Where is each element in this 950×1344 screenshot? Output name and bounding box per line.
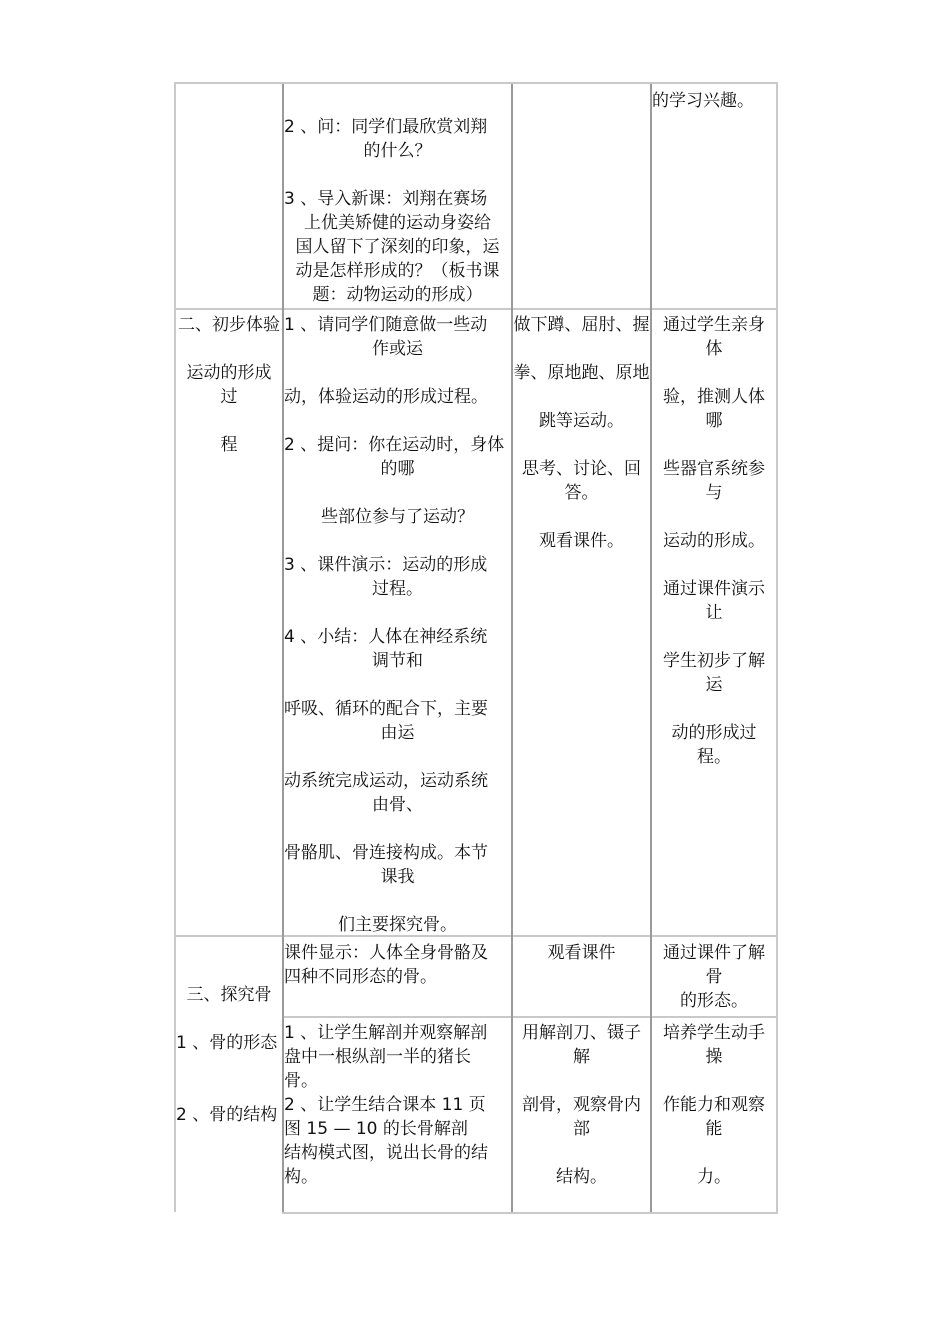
stage-title: 二、初步体验 (178, 315, 280, 335)
intro-line: 国人留下了深刻的印象，运 (295, 237, 500, 257)
activity-line: 1 、请同学们随意做一些动 (284, 315, 488, 335)
row1-activity-cell (284, 115, 511, 307)
purpose-line: 运动的形成。 (663, 531, 765, 551)
activity-line: 3 、课件演示：运动的形成 (284, 555, 488, 575)
student-line: 剖骨，观察骨内 (522, 1095, 641, 1115)
purpose-line: 通过课件演示 (663, 579, 765, 599)
stage-subitem: 2 、骨的结构 (176, 1105, 278, 1125)
activity-line: 由骨、 (372, 795, 423, 815)
purpose-line: 力。 (697, 1167, 731, 1187)
purpose-line: 通过学生亲身 (663, 315, 765, 335)
row3b-student-cell (513, 1021, 650, 1189)
activity-line: 课我 (380, 867, 415, 887)
student-line: 用解剖刀、镊子 (522, 1023, 641, 1043)
purpose-line: 体 (705, 339, 723, 359)
student-line: 观看课件 (547, 943, 616, 963)
purpose-text: 的学习兴趣。 (652, 91, 754, 111)
activity-line: 骨。 (284, 1071, 318, 1091)
table-bottom-border (282, 1212, 778, 1214)
student-line: 跳等运动。 (539, 411, 624, 431)
purpose-line: 骨 (705, 967, 723, 987)
row3b-activity-cell (284, 1021, 511, 1189)
activity-line: 构。 (284, 1167, 318, 1187)
purpose-line: 与 (705, 483, 723, 503)
intro-line: 上优美矫健的运动身姿给 (304, 213, 491, 233)
activity-line: 4 、小结：人体在神经系统 (284, 627, 488, 647)
purpose-line: 操 (705, 1047, 723, 1067)
row1-purpose-cell (652, 89, 776, 113)
activity-line: 结构模式图，说出长骨的结 (284, 1143, 488, 1163)
purpose-line: 程。 (697, 747, 731, 767)
purpose-line: 动的形成过 (671, 723, 757, 743)
student-line: 做下蹲、屈肘、握 (513, 315, 650, 335)
purpose-line: 的形态。 (680, 991, 748, 1011)
purpose-line: 作能力和观察 (663, 1095, 765, 1115)
intro-line: 3 、导入新课：刘翔在赛场 (284, 189, 488, 209)
row-divider-1 (174, 308, 778, 310)
row2-student-cell (513, 313, 650, 553)
activity-line: 四种不同形态的骨。 (284, 967, 437, 987)
student-line: 部 (573, 1119, 590, 1139)
student-line: 拳、原地跑、原地 (513, 363, 650, 383)
student-line: 观看课件。 (539, 531, 624, 551)
activity-line: 些部位参与了运动？ (321, 507, 474, 527)
activity-line: 调节和 (372, 651, 423, 671)
student-line: 解 (573, 1047, 590, 1067)
stage-title: 程 (220, 435, 238, 455)
row3a-purpose-cell (652, 941, 776, 1013)
intro-line: 题：动物运动的形成） (312, 285, 483, 305)
activity-line: 骨骼肌、骨连接构成。本节 (284, 843, 488, 863)
purpose-line: 验，推测人体 (663, 387, 765, 407)
question-2-line: 2 、问：同学们最欣赏刘翔 (284, 117, 488, 137)
activity-line: 1 、让学生解剖并观察解剖 (284, 1023, 488, 1043)
activity-line: 动系统完成运动，运动系统 (284, 771, 488, 791)
question-2-line: 的什么？ (363, 141, 432, 161)
row3a-activity-cell (284, 941, 511, 989)
activity-line: 2 、提问：你在运动时，身体 (284, 435, 505, 455)
stage-title: 三、探究骨 (186, 985, 272, 1005)
activity-line: 2 、让学生结合课本 11 页 (284, 1095, 486, 1115)
activity-line: 由运 (380, 723, 415, 743)
activity-line: 过程。 (372, 579, 423, 599)
row3a-student-cell (513, 941, 650, 965)
purpose-line: 能 (705, 1119, 723, 1139)
activity-line: 的哪 (380, 459, 415, 479)
activity-line: 盘中一根纵剖一半的猪长 (284, 1047, 471, 1067)
row3-stage-cell (176, 983, 282, 1127)
activity-line: 图 15 — 10 的长骨解剖 (284, 1119, 468, 1139)
activity-line: 呼吸、循环的配合下，主要 (284, 699, 488, 719)
stage-title: 过 (220, 387, 238, 407)
row2-activity-cell (284, 313, 511, 937)
purpose-line: 通过课件了解 (663, 943, 765, 963)
purpose-line: 哪 (705, 411, 723, 431)
row2-purpose-cell (652, 313, 776, 769)
stage-subitem: 1 、骨的形态 (176, 1033, 278, 1053)
purpose-line: 培养学生动手 (663, 1023, 765, 1043)
row3b-purpose-cell (652, 1021, 776, 1189)
student-line: 思考、讨论、回 (522, 459, 641, 479)
student-line: 结构。 (556, 1167, 607, 1187)
purpose-line: 运 (705, 675, 723, 695)
intro-line: 动是怎样形成的？（板书课 (295, 261, 500, 281)
activity-line: 们主要探究骨。 (338, 915, 457, 935)
stage-title: 运动的形成 (186, 363, 272, 383)
purpose-line: 让 (705, 603, 723, 623)
row2-stage-cell (176, 313, 282, 457)
activity-line: 动，体验运动的形成过程。 (284, 387, 488, 407)
purpose-line: 些器官系统参 (663, 459, 765, 479)
purpose-line: 学生初步了解 (663, 651, 765, 671)
table-top-border (174, 82, 778, 84)
activity-line: 作或运 (372, 339, 423, 359)
student-line: 答。 (564, 483, 599, 503)
table-right-border (776, 82, 778, 1212)
row-divider-3a (282, 1016, 778, 1018)
activity-line: 课件显示：人体全身骨骼及 (284, 943, 488, 963)
